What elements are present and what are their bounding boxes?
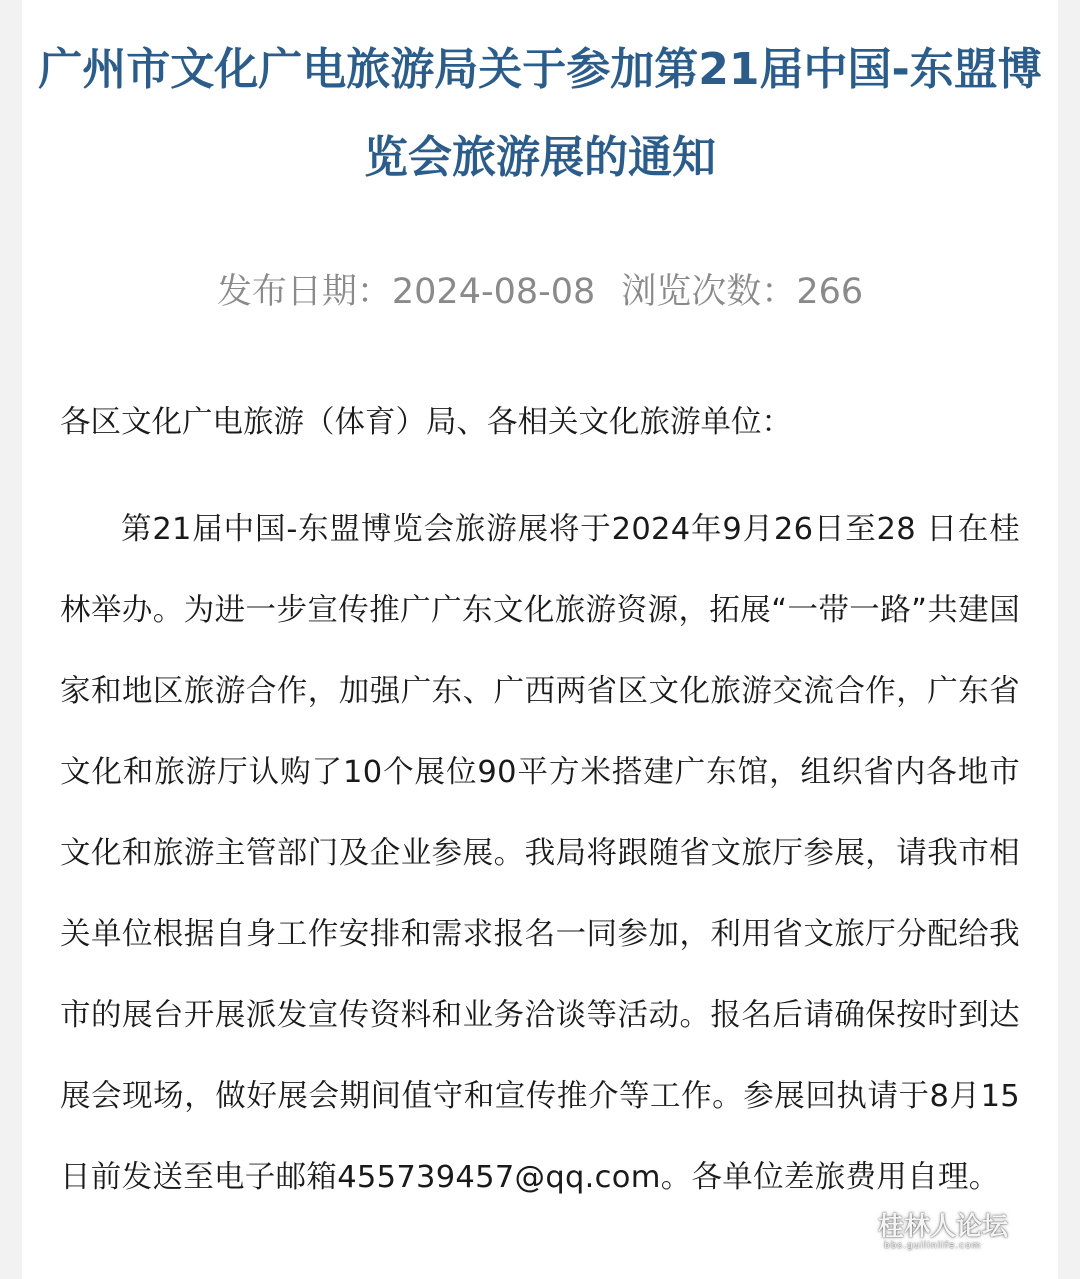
article-page: [22, 0, 1058, 1279]
salutation: 各区文化广电旅游（体育）局、各相关文化旅游单位：: [60, 405, 792, 440]
page-title: 广州市文化广电旅游局关于参加第21届中国-东盟博览会旅游展的通知: [38, 44, 1042, 183]
views-count: 266: [796, 272, 864, 312]
publish-date-label: 发布日期：: [216, 272, 392, 312]
article-meta: [22, 262, 1058, 322]
views-label: 浏览次数：: [621, 272, 797, 312]
watermark-subtext: bbs.guilinlife.com: [884, 1241, 982, 1251]
publish-date: 2024-08-08: [391, 272, 596, 312]
watermark-text: 桂林人论坛: [878, 1212, 1009, 1242]
body-paragraph: 第21届中国-东盟博览会旅游展将于2024年9月26日至28 日在桂林举办。为进一步宣传推广广东文化旅游资源，拓展“一带一路”共建国家和地区旅游合作，加强广东、广西两省区文化旅游交流合作，广东省文化和旅游厅认购了10个展位90平方米搭建广东馆，组织省内各地市文化和旅游主管部门及企业参展。我局将跟随省文旅厅参展，请我市相关单位根据自身工作安排和需求报名一同参加，利用省文旅厅分配给我市的展台开展派发宣传资料和业务洽谈等活动。报名后请确保按时到达展会现场，做好展会期间值守和宣传推介等工作。参展回执请于8月15日前发送至电子邮箱455739457@qq.com。各单位差旅费用自理。: [60, 512, 1020, 1195]
forum-watermark: [878, 1210, 1048, 1260]
